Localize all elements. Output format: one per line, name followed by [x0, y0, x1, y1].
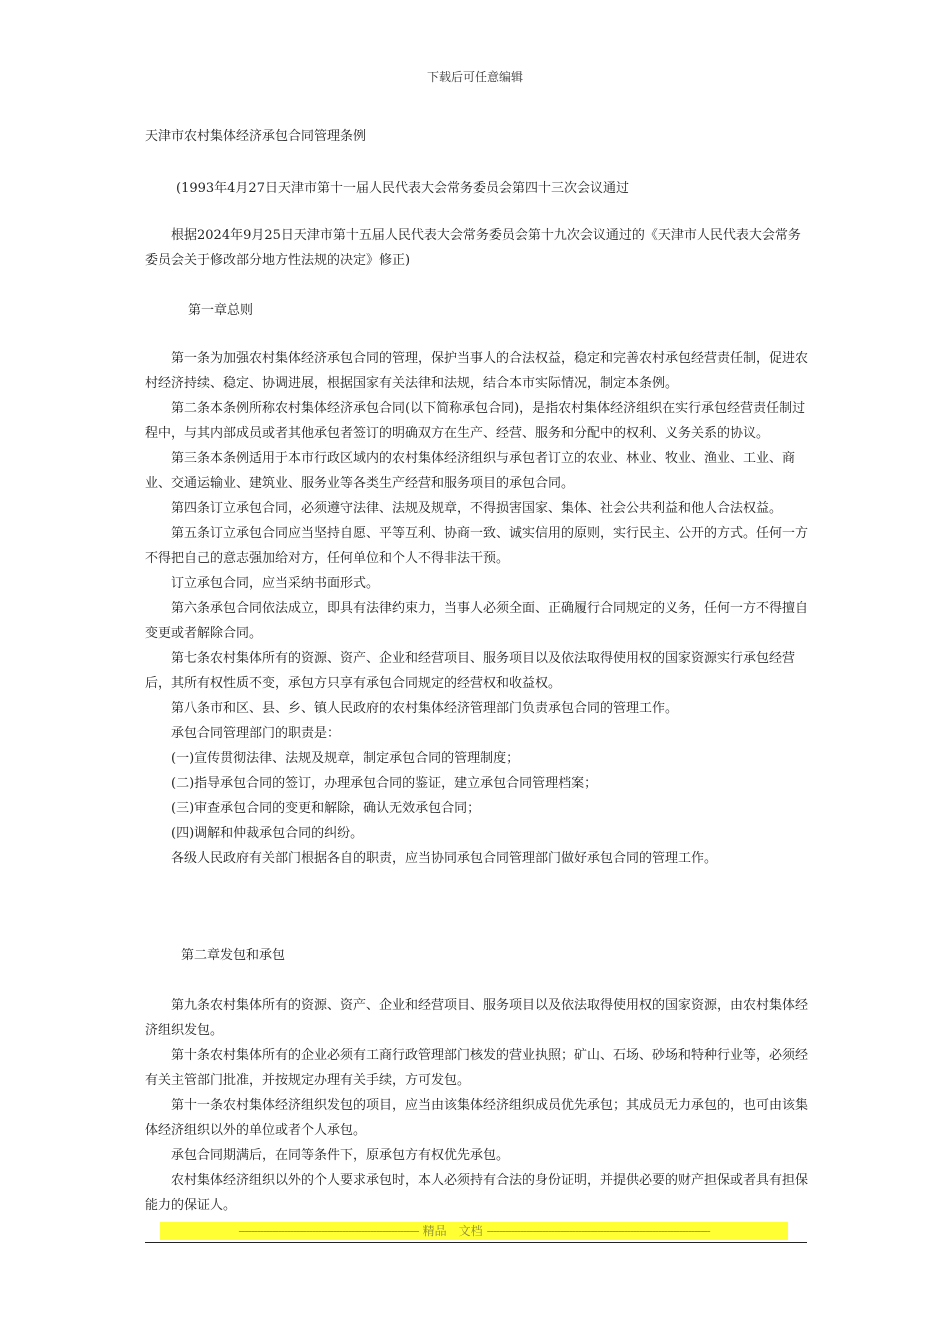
chapter-1-title: 第一章总则: [188, 303, 254, 318]
article-paragraph: 订立承包合同，应当采纳书面形式。: [171, 576, 380, 591]
chapter-2-heading-block: [145, 943, 810, 968]
document-title: 天津市农村集体经济承包合同管理条例: [145, 129, 367, 144]
article-paragraph: 第十一条农村集体经济组织发包的项目，应当由该集体经济组织成员优先承包；其成员无力承包的，也可由该集体经济组织以外的单位或者个人承包。: [145, 1098, 809, 1138]
article-paragraph: 第十条农村集体所有的企业必须有工商行政管理部门核发的营业执照；矿山、石场、砂场和特种行业等，必须经有关主管部门批准，并按规定办理有关手续，方可发包。: [145, 1048, 809, 1088]
adoption-note: (1993年4月27日天津市第十一届人民代表大会常务委员会第四十三次会议通过: [176, 181, 629, 196]
article-paragraph: 第八条市和区、县、乡、镇人民政府的农村集体经济管理部门负责承包合同的管理工作。: [171, 701, 679, 716]
chapter-2-body: [145, 993, 810, 1218]
article-paragraph: 第三条本条例适用于本市行政区域内的农村集体经济组织与承包者订立的农业、林业、牧业、渔业、工业、商业、交通运输业、建筑业、服务业等各类生产经营和服务项目的承包合同。: [145, 451, 796, 491]
list-item: (四)调解和仲裁承包合同的纠纷。: [171, 826, 364, 841]
list-item: (三)审查承包合同的变更和解除，确认无效承包合同；: [171, 801, 481, 816]
footer-rule: [145, 1242, 807, 1243]
article-paragraph: 农村集体经济组织以外的个人要求承包时，本人必须持有合法的身份证明，并提供必要的财产担保或者具有担保能力的保证人。: [145, 1173, 809, 1213]
chapter-1-heading-block: [145, 298, 810, 323]
footer-dash-right: -------------------------------------------------------------------------: [486, 1224, 710, 1238]
article-paragraph: 第六条承包合同依法成立，即具有法律约束力，当事人必须全面、正确履行合同规定的义务，任何一方不得擅自变更或者解除合同。: [145, 601, 809, 641]
chapter-2-title: 第二章发包和承包: [181, 948, 286, 963]
list-item: (一)宣传贯彻法律、法规及规章，制定承包合同的管理制度；: [171, 751, 520, 766]
article-paragraph: 第二条本条例所称农村集体经济承包合同(以下简称承包合同)，是指农村集体经济组织在实行承包经营责任制过程中，与其内部成员或者其他承包者签订的明确双方在生产、经营、服务和分配中的权利、义务关系的协议。: [145, 401, 806, 441]
amendment-note: 根据2024年9月25日天津市第十五届人民代表大会常务委员会第十九次会议通过的《天津市人民代表大会常务委员会关于修改部分地方性法规的决定》修正): [145, 228, 801, 268]
adoption-note-block: [145, 176, 810, 201]
chapter-1-body: [145, 346, 810, 871]
header-note: 下载后可任意编辑: [426, 70, 523, 84]
footer-highlight-bar: [160, 1222, 788, 1240]
amendment-note-block: [145, 223, 810, 273]
footer-dash-left: -----------------------------------------------------------: [238, 1224, 419, 1238]
article-paragraph: 第五条订立承包合同应当坚持自愿、平等互利、协商一致、诚实信用的原则，实行民主、公开的方式。任何一方不得把自己的意志强加给对方，任何单位和个人不得非法干预。: [145, 526, 809, 566]
footer-mark: 精品 文档: [422, 1224, 483, 1238]
article-paragraph: 第九条农村集体所有的资源、资产、企业和经营项目、服务项目以及依法取得使用权的国家资源，由农村集体经济组织发包。: [145, 998, 809, 1038]
article-paragraph: 承包合同期满后，在同等条件下，原承包方有权优先承包。: [171, 1148, 510, 1163]
article-paragraph: 承包合同管理部门的职责是：: [171, 726, 341, 741]
list-item: (二)指导承包合同的签订，办理承包合同的鉴证，建立承包合同管理档案；: [171, 776, 598, 791]
article-paragraph: 各级人民政府有关部门根据各自的职责，应当协同承包合同管理部门做好承包合同的管理工作。: [171, 851, 718, 866]
article-paragraph: 第七条农村集体所有的资源、资产、企业和经营项目、服务项目以及依法取得使用权的国家资源实行承包经营后，其所有权性质不变，承包方只享有承包合同规定的经营权和收益权。: [145, 651, 796, 691]
article-paragraph: 第四条订立承包合同，必须遵守法律、法规及规章，不得损害国家、集体、社会公共利益和他人合法权益。: [171, 501, 783, 516]
article-paragraph: 第一条为加强农村集体经济承包合同的管理，保护当事人的合法权益，稳定和完善农村承包经营责任制，促进农村经济持续、稳定、协调进展，根据国家有关法律和法规，结合本市实际情况，制定本条例。: [145, 351, 809, 391]
